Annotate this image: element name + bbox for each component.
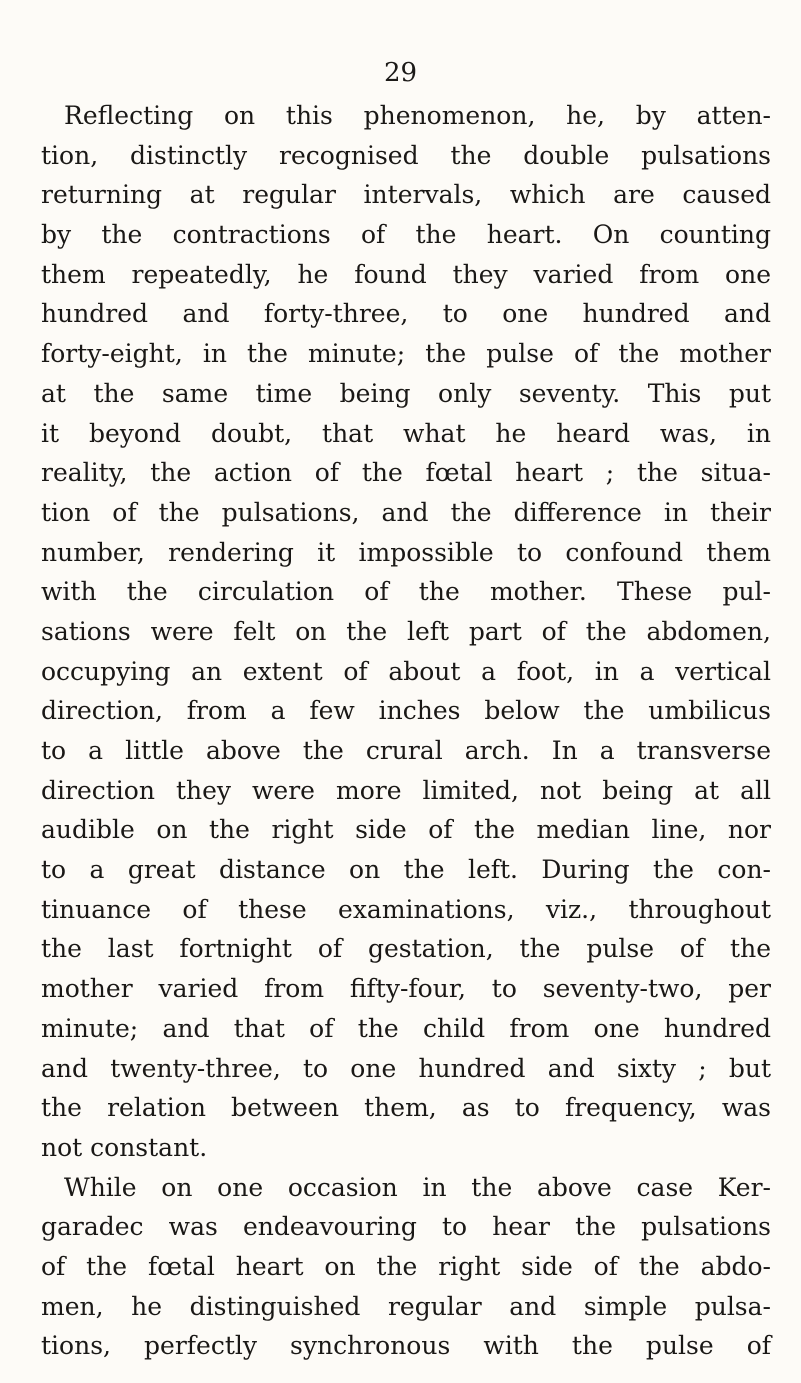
text-line: not constant. [41,1132,208,1162]
text-line: audible on the right side of the median line, nor [41,815,771,845]
text-line: at the same time being only seventy. This put [41,378,771,408]
text-line: tion, distinctly recognised the double pulsations [41,140,771,170]
text-line: occupying an extent of about a foot, in a vertical [41,656,771,686]
text-line: direction, from a few inches below the umbilicus [41,696,771,726]
text-line: While on one occasion in the above case Ker- [64,1172,771,1202]
text-line: direction they were more limited, not being at all [41,775,771,805]
text-line: forty-eight, in the minute; the pulse of the mother [41,339,771,369]
text-line: men, he distinguished regular and simple pulsa- [41,1291,771,1321]
text-line: by the contractions of the heart. On counting [41,220,771,250]
text-line: and twenty-three, to one hundred and sixty ; but [41,1053,771,1083]
body-text [41,96,771,1366]
text-line: to a great distance on the left. During the con- [41,855,771,885]
text-line: the last fortnight of gestation, the pulse of the [41,934,771,964]
text-line: garadec was endeavouring to hear the pulsations [41,1212,771,1242]
text-line: to a little above the crural arch. In a transverse [41,736,771,765]
text-line: hundred and forty-three, to one hundred and [41,299,771,329]
text-line: minute; and that of the child from one hundred [41,1013,771,1043]
text-line: reality, the action of the fœtal heart ; the situa- [41,458,771,488]
text-line: Reflecting on this phenomenon, he, by atten- [64,101,771,130]
text-line: mother varied from fifty-four, to seventy-two, per [41,974,771,1004]
text-line: the relation between them, as to frequency, was [41,1093,771,1123]
text-line: tinuance of these examinations, viz., throughout [41,894,771,924]
text-line: of the fœtal heart on the right side of the abdo- [41,1251,771,1281]
text-line: returning at regular intervals, which are caused [41,180,771,210]
text-line: tion of the pulsations, and the difference in their [41,497,771,527]
text-line: sations were felt on the left part of the abdomen, [41,616,771,646]
text-line: them repeatedly, he found they varied from one [41,259,771,289]
text-line: tions, perfectly synchronous with the pulse of [41,1331,771,1361]
page-number: 29 [383,58,418,88]
text-line: number, rendering it impossible to confound them [41,537,771,567]
text-line: it beyond doubt, that what he heard was, in [41,418,771,448]
text-line: with the circulation of the mother. These pul- [41,577,771,607]
